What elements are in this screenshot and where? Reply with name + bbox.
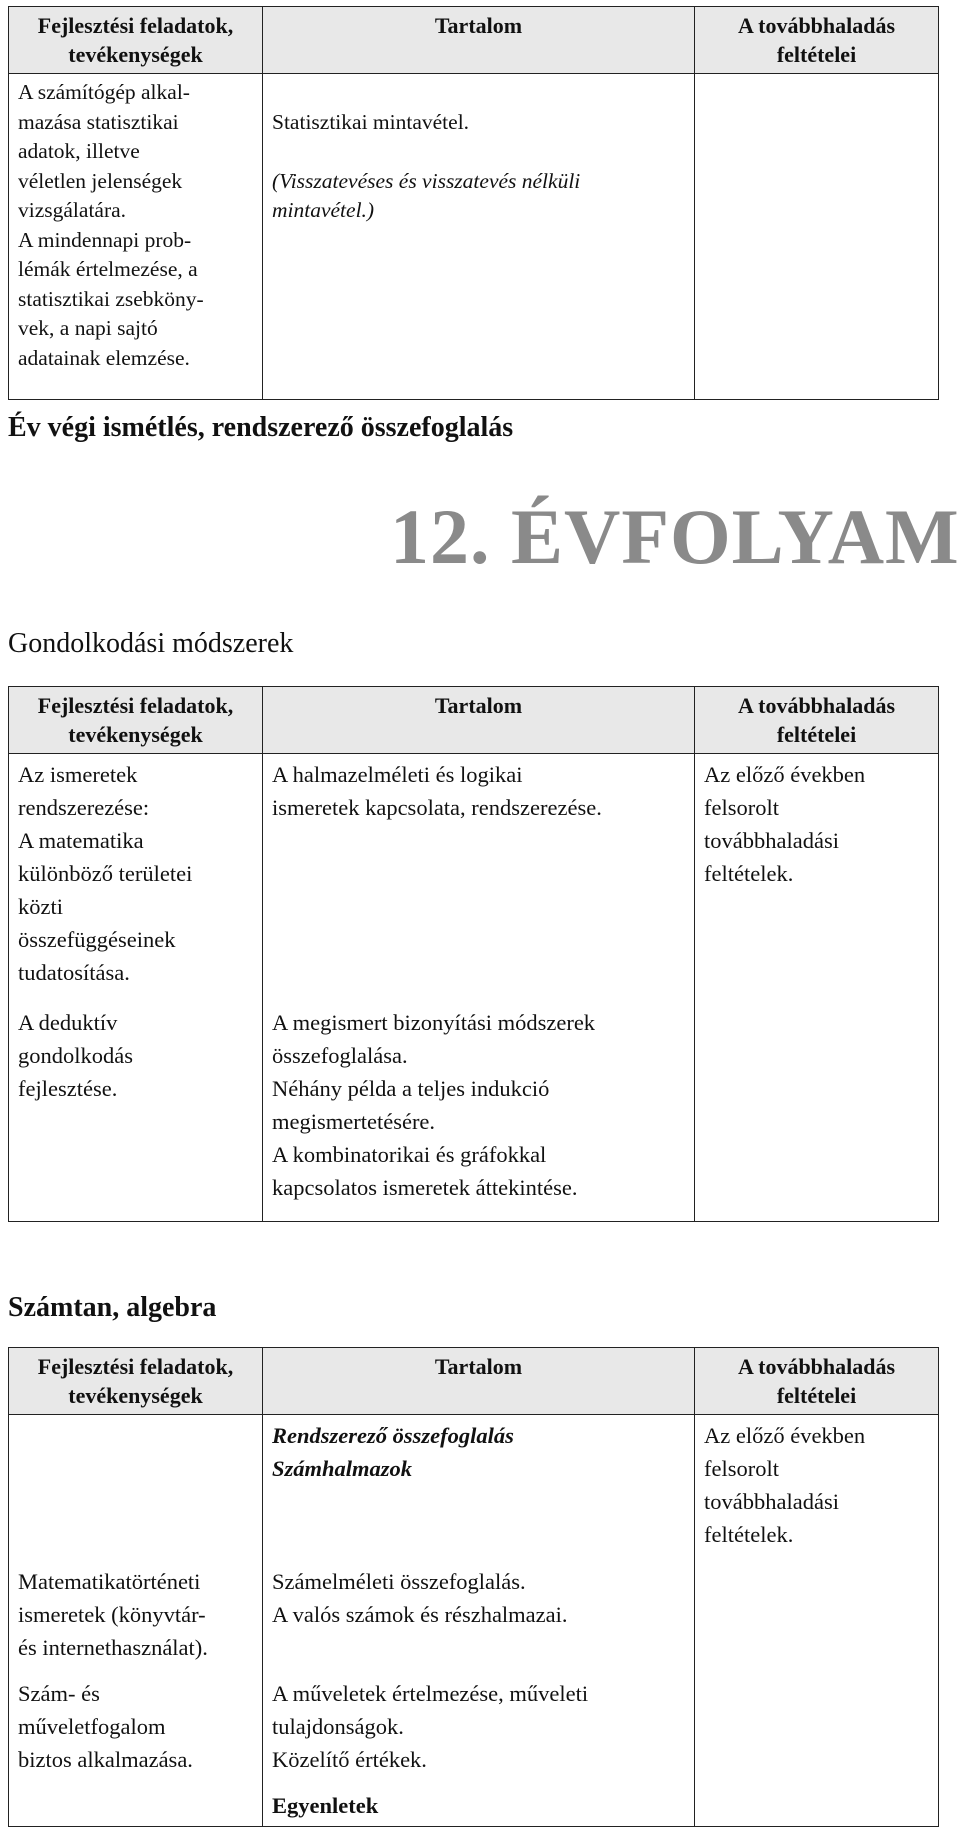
section-heading-review: Év végi ismétlés, rendszerező összefoglalás [8,412,514,443]
statistics-content-main: Statisztikai mintavétel. [272,109,470,134]
arith-tasks-cell-1 [9,1415,263,1561]
arith-content-cell-2: Számelméleti összefoglalás. A valós számok és részhalmazai. [263,1561,695,1673]
arithmetic-algebra-table [8,1347,939,1827]
header-content: Tartalom [263,687,695,754]
thinking-methods-table [8,686,939,1222]
section-heading-arithmetic-algebra: Számtan, algebra [8,1292,217,1323]
thinking-tasks-cell-2: A deduktív gondolkodás fejlesztése. [9,1002,263,1222]
header-development-tasks: Fejlesztési feladatok, tevékenységek [9,7,263,74]
arith-tasks-cell-2: Matematikatörténeti ismeretek (könyvtár- és internethasználat). [9,1561,263,1673]
header-progression-requirements: A továbbhaladás feltételei [695,687,939,754]
header-content: Tartalom [263,7,695,74]
arith-content-cell-4: Egyenletek [263,1785,695,1827]
arith-content-cell-1: Rendszerező összefoglalás Számhalmazok [263,1415,695,1561]
arith-content-cell-3: A műveletek értelmezése, műveleti tulajdonságok. Közelítő értékek. [263,1673,695,1785]
statistics-table [8,6,939,400]
arith-tasks-cell-4 [9,1785,263,1827]
thinking-content-cell-2: A megismert bizonyítási módszerek összefoglalása. Néhány példa a teljes indukció megismertetésére. A kombinatorikai és gráfokkal kapcsolatos ismeretek áttekintése. [263,1002,695,1222]
header-progression-requirements: A továbbhaladás feltételei [695,7,939,74]
thinking-requirements-cell: Az előző években felsorolt továbbhaladási feltételek. [695,754,939,1222]
statistics-tasks-cell: A számítógép alkal- mazása statisztikai adatok, illetve véletlen jelenségek vizsgálatára. A mindennapi prob- lémák értelmezése, a statisztikai zsebköny- vek, a napi sajtó adatainak elemzése. [9,74,263,400]
grade-title: 12. ÉVFOLYAM [390,493,960,580]
thinking-content-cell-1: A halmazelméleti és logikai ismeretek kapcsolata, rendszerezése. [263,754,695,1002]
arith-tasks-cell-3: Szám- és műveletfogalom biztos alkalmazása. [9,1673,263,1785]
header-development-tasks: Fejlesztési feladatok, tevékenységek [9,1348,263,1415]
statistics-requirements-cell [695,74,939,400]
arith-requirements-cell: Az előző években felsorolt továbbhaladási feltételek. [695,1415,939,1827]
statistics-content-cell [263,74,695,400]
header-content: Tartalom [263,1348,695,1415]
section-heading-thinking-methods: Gondolkodási módszerek [8,628,294,659]
statistics-content-note: (Visszatevéses és visszatevés nélküli mintavétel.) [272,168,581,222]
thinking-tasks-cell-1: Az ismeretek rendszerezése: A matematika különböző területei közti összefüggéseinek tudatosítása. [9,754,263,1002]
header-progression-requirements: A továbbhaladás feltételei [695,1348,939,1415]
header-development-tasks: Fejlesztési feladatok, tevékenységek [9,687,263,754]
